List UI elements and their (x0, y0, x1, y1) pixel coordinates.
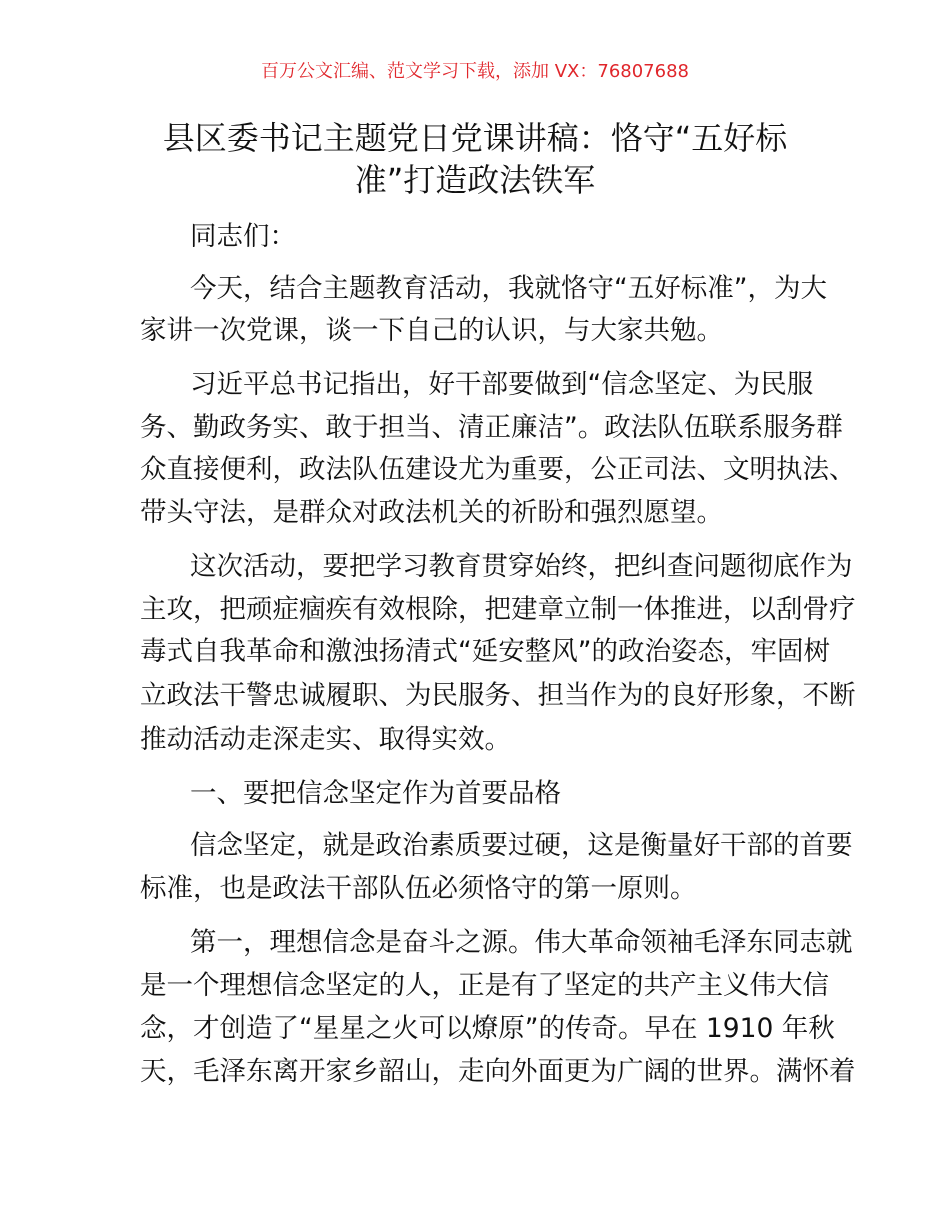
paragraph-line: 带头守法，是群众对政法机关的祈盼和强烈愿望。 (140, 497, 723, 528)
paragraph-line: 天，毛泽东离开家乡韶山，走向外面更为广阔的世界。满怀着 (140, 1056, 856, 1087)
paragraph-line: 主攻，把顽症痼疾有效根除，把建章立制一体推进，以刮骨疗 (140, 594, 856, 625)
paragraph-line: 众直接便利，政法队伍建设尤为重要，公正司法、文明执法、 (140, 454, 856, 485)
paragraph-line: 这次活动，要把学习教育贯穿始终，把纠查问题彻底作为 (190, 551, 853, 582)
paragraph-line: 第一，理想信念是奋斗之源。伟大革命领袖毛泽东同志就 (190, 927, 853, 958)
paragraph-line: 习近平总书记指出，好干部要做到“信念坚定、为民服 (190, 369, 814, 400)
paragraph-line: 家讲一次党课，谈一下自己的认识，与大家共勉。 (140, 315, 723, 346)
paragraph-line: 今天，结合主题教育活动，我就恪守“五好标准”，为大 (190, 273, 827, 304)
title-line: 县区委书记主题党日党课讲稿：恪守“五好标 (162, 119, 788, 157)
paragraph-line: 念，才创造了“星星之火可以燎原”的传奇。早在 1910 年秋 (140, 1013, 835, 1044)
paragraph-line: 是一个理想信念坚定的人，正是有了坚定的共产主义伟大信 (140, 970, 829, 1001)
salutation: 同志们： (190, 221, 296, 252)
paragraph-line: 务、勤政务实、敢于担当、清正廉洁”。政法队伍联系服务群 (140, 412, 843, 443)
paragraph-line: 毒式自我革命和激浊扬清式“延安整风”的政治姿态，牢固树 (140, 636, 830, 667)
paragraph-line: 立政法干警忠诚履职、为民服务、担当作为的良好形象，不断 (140, 680, 856, 711)
paragraph-line: 信念坚定，就是政治素质要过硬，这是衡量好干部的首要 (190, 830, 853, 861)
paragraph-line: 标准，也是政法干部队伍必须恪守的第一原则。 (140, 873, 697, 904)
title-line: 准”打造政法铁军 (354, 161, 596, 199)
paragraph-line: 推动活动走深走实、取得实效。 (140, 724, 511, 755)
watermark-header: 百万公文汇编、范文学习下载，添加 VX：76807688 (261, 61, 689, 82)
section-heading: 一、要把信念坚定作为首要品格 (190, 778, 561, 809)
